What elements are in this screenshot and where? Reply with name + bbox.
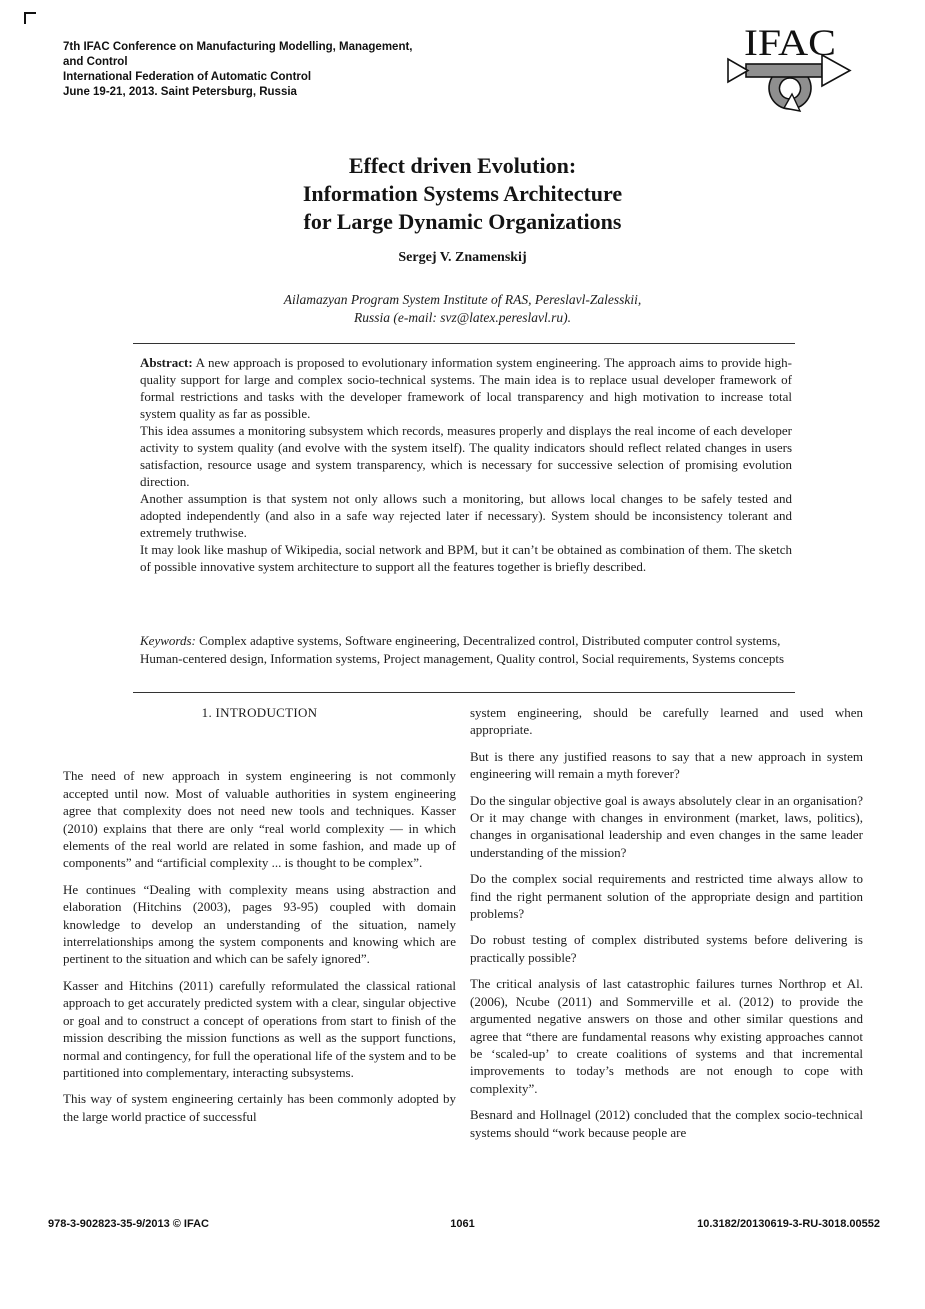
footer-isbn: 978-3-902823-35-9/2013 © IFAC <box>48 1218 209 1230</box>
conference-header <box>63 40 623 100</box>
footer-page-number: 1061 <box>450 1218 475 1230</box>
keywords-section <box>140 632 792 667</box>
affiliation-line: Russia (e-mail: svz@latex.pereslavl.ru). <box>354 310 571 325</box>
keywords-text: Complex adaptive systems, Software engineering, Decentralized control, Distributed computer control systems, Human-centered design, Information systems, Project management, Quality control, Social requirements, Systems concepts <box>140 633 785 666</box>
body-paragraph: Do robust testing of complex distributed systems before delivering is practically possible? <box>470 932 863 965</box>
body-paragraph: Do the complex social requirements and restricted time always allow to find the right permanent solution of the appropriate design and partition problems? <box>470 871 863 922</box>
body-paragraph: Do the singular objective goal is aways absolutely clear in an organisation? Or it may change with changes in environment (market, laws, politics), changes in organisational leadership and even changes in the same leader understanding of the mission? <box>470 792 863 860</box>
paper-title-line: Information Systems Architecture <box>302 181 623 206</box>
abstract-bottom-rule <box>133 692 795 693</box>
abstract-top-rule <box>133 343 795 344</box>
abstract-text: A new approach is proposed to evolutionary information system engineering. The approach aims to provide high-quality support for large and complex socio-technical systems. The main idea is to replace usual developer framework of formal restrictions and tasks with the developer framework of local transparency and high motivation to increase total system quality as far as possible. <box>140 355 792 421</box>
conference-header-line: 7th IFAC Conference on Manufacturing Modelling, Management, <box>63 41 413 53</box>
abstract-section <box>140 354 792 575</box>
paper-title <box>0 152 925 236</box>
abstract-paragraph <box>140 354 792 422</box>
ifac-logo-icon <box>718 22 863 122</box>
ifac-logo <box>718 22 863 122</box>
conference-header-line: International Federation of Automatic Control <box>63 71 312 83</box>
body-paragraph: But is there any justified reasons to say that a new approach in system engineering will remain a myth forever? <box>470 748 863 782</box>
paper-title-line: Effect driven Evolution: <box>348 153 577 178</box>
page-footer <box>0 1218 925 1238</box>
abstract-paragraph: This idea assumes a monitoring subsystem which records, measures properly and displays the real income of each developer activity to system quality (and evolve with the system itself). The quality indicators should reflect related changes in users satisfaction, resource usage and system transparency, which is necessary for successive selection of promising evolution direction. <box>140 423 792 489</box>
page-corner-crop-mark <box>24 12 36 24</box>
abstract-paragraph: It may look like mashup of Wikipedia, social network and BPM, but it can’t be obtained as combination of them. The sketch of possible innovative system architecture to support all the features together is briefly described. <box>140 542 792 574</box>
body-paragraph: system engineering, should be carefully learned and used when appropriate. <box>470 705 863 738</box>
abstract-label: Abstract: <box>140 355 193 370</box>
body-paragraph: He continues “Dealing with complexity means using abstraction and elaboration (Hitchins (2003), pages 93-95) coupled with domain knowledge to develop an understanding of the situation, namely interrelationships among the system components and knowing which are pertinent to the situation and which can be safely ignored”. <box>63 881 456 967</box>
section-heading-introduction: 1. INTRODUCTION <box>201 705 318 720</box>
footer-doi: 10.3182/20130619-3-RU-3018.00552 <box>697 1218 880 1230</box>
conference-header-line: June 19-21, 2013. Saint Petersburg, Russia <box>63 86 297 98</box>
keywords-label: Keywords: <box>140 633 196 648</box>
body-paragraph: The need of new approach in system engineering is not commonly accepted until now. Most of valuable authorities in system engineering agree that complexity does not need new tools and techniques. Kasser (2010) explains that there are only “real world complexity — in which elements of the real world are related in some fashion, and made up of components” and “artificial complexity ... is thought to be complex”. <box>63 768 456 871</box>
abstract-paragraph: Another assumption is that system not only allows such a monitoring, but allows local changes to be safely tested and adopted independently (and also in a safe way rejected later if necessary). System should be inconsistency tolerant and extremely truthwise. <box>140 491 792 540</box>
body-paragraph: The critical analysis of last catastrophic failures turnes Northrop et Al. (2006), Ncube (2011) and Sommerville et al. (2012) to provide the argumented negative answers on those and other similar questions and agree that “there are fundamental reasons why existing approaches cannot be ‘scaled-up’ to create coalitions of systems and that incremental improvements to today’s methods are not enough to cope with complexity”. <box>470 976 863 1096</box>
body-paragraph: Besnard and Hollnagel (2012) concluded that the complex socio-technical systems should “work because people are <box>470 1107 863 1140</box>
body-left-column <box>63 704 456 1134</box>
body-right-column <box>470 704 863 1150</box>
body-paragraph: Kasser and Hitchins (2011) carefully reformulated the classical rational approach to get accurately predicted system with a clear, singular objective or goal and to construct a concept of operations from start to finish of the mission describing the mission functions as well as the support functions, normal and contingency, for full the operational life of the system and to be partitioned into complementary, interacting subsystems. <box>63 977 456 1080</box>
ifac-logo-text: IFAC <box>744 23 836 64</box>
author-affiliation <box>0 291 925 327</box>
conference-header-line: and Control <box>63 56 128 68</box>
body-paragraph: This way of system engineering certainly has been commonly adopted by the large world practice of successful <box>63 1091 456 1124</box>
author-name: Sergej V. Znamenskij <box>398 250 527 265</box>
paper-title-line: for Large Dynamic Organizations <box>303 209 622 234</box>
affiliation-line: Ailamazyan Program System Institute of RAS, Pereslavl-Zalesskii, <box>283 292 642 307</box>
